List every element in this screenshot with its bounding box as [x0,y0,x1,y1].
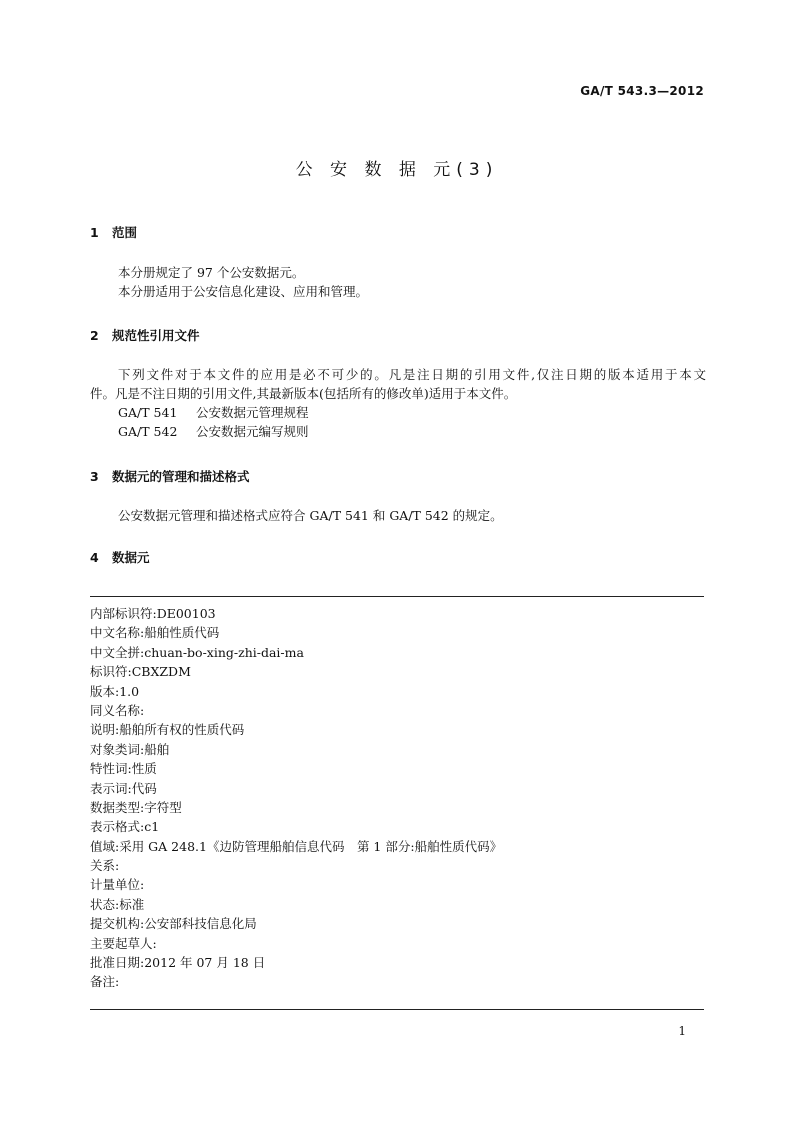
section-number: 4 [90,550,99,565]
references-paragraph [90,365,706,441]
reference-item [90,403,706,422]
identifier-field: 标识符:CBXZDM [90,664,191,680]
paragraph-line: 公安数据元管理和描述格式应符合 GA/T 541 和 GA/T 542 的规定。 [118,508,503,523]
reference-code: GA/T 542 [118,424,178,439]
value-domain-field: 值域:采用 GA 248.1《边防管理船舶信息代码 第 1 部分:船舶性质代码》 [90,838,503,854]
description-field: 说明:船舶所有权的性质代码 [90,722,245,738]
section-heading-normative-references [90,326,200,344]
format-paragraph [90,506,706,525]
section-heading-management-format [90,467,250,485]
reference-title: 公安数据元编写规则 [196,424,309,439]
paragraph-line: 本分册适用于公安信息化建设、应用和管理。 [118,284,369,299]
section-number: 2 [90,328,99,343]
section-title: 数据元 [112,550,150,565]
internal-identifier-field: 内部标识符:DE00103 [90,606,216,621]
reference-item [90,422,706,441]
section-title: 数据元的管理和描述格式 [112,469,250,484]
data-element-record [90,604,704,992]
section-heading-scope [90,223,137,241]
document-code: GA/T 543.3—2012 [580,84,704,98]
approval-date-field: 批准日期:2012 年 07 月 18 日 [90,955,266,971]
format-field: 表示格式:c1 [90,819,160,835]
status-field: 状态:标准 [90,896,145,912]
scope-paragraph [90,263,706,301]
relation-field: 关系: [90,858,120,874]
section-title: 范围 [112,225,138,240]
section-title: 规范性引用文件 [112,328,200,343]
property-field: 特性词:性质 [90,761,157,777]
bottom-divider [90,1009,704,1010]
synonym-field: 同义名称: [90,702,145,718]
data-type-field: 数据类型:字符型 [90,799,182,815]
paragraph-line: 件。凡是不注日期的引用文件,其最新版本(包括所有的修改单)适用于本文件。 [90,386,517,401]
section-number: 3 [90,469,99,484]
section-heading-data-elements [90,548,150,566]
representation-term-field: 表示词:代码 [90,780,157,796]
version-field: 版本:1.0 [90,683,140,699]
reference-code: GA/T 541 [118,405,178,420]
document-title: 公 安 数 据 元(3) [295,160,499,180]
pinyin-field: 中文全拼:chuan-bo-xing-zhi-dai-ma [90,644,304,660]
reference-title: 公安数据元管理规程 [196,405,309,420]
unit-field: 计量单位: [90,877,145,893]
top-divider [90,596,704,597]
paragraph-line: 下列文件对于本文件的应用是必不可少的。凡是注日期的引用文件,仅注日期的版本适用于本文 [118,367,706,382]
section-number: 1 [90,225,99,240]
paragraph-line: 本分册规定了 97 个公安数据元。 [118,265,305,280]
page-number: 1 [678,1024,686,1038]
submitting-organization-field: 提交机构:公安部科技信息化局 [90,916,257,932]
object-class-field: 对象类词:船舶 [90,741,170,757]
chinese-name-field: 中文名称:船舶性质代码 [90,625,220,641]
drafter-field: 主要起草人: [90,935,157,951]
remarks-field: 备注: [90,974,120,990]
